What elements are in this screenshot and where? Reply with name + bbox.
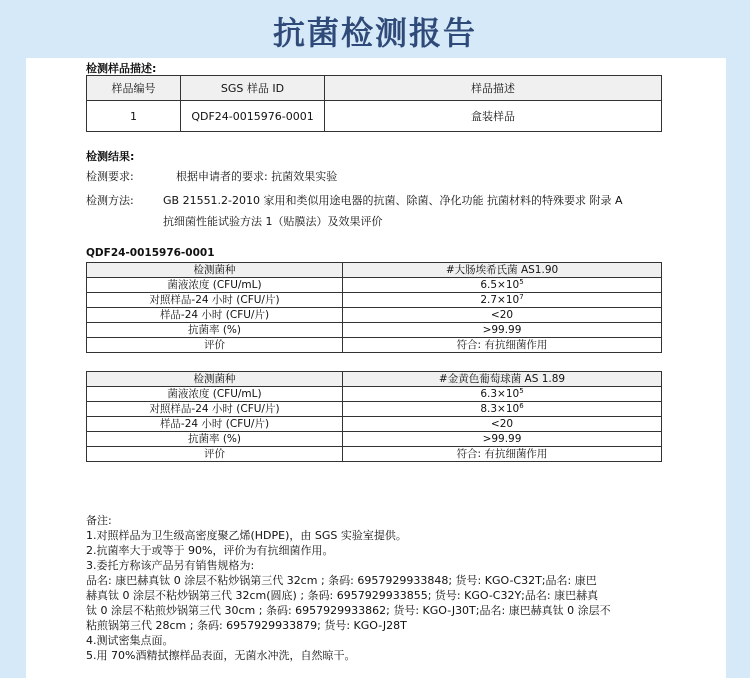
table-cell xyxy=(343,402,662,417)
table-cell: >99.99 xyxy=(343,323,662,338)
sample-section-heading: 检测样品描述: xyxy=(86,62,157,75)
table-header-row xyxy=(87,263,662,278)
table-cell: 对照样品-24 小时 (CFU/片) xyxy=(87,402,343,417)
value-base: 2.7×10 xyxy=(480,294,520,306)
table-header-cell: 样品编号 xyxy=(87,76,181,101)
method-text-line1: GB 21551.2-2010 家用和类似用途电器的抗菌、除菌、净化功能 抗菌材料的特殊要求 附录 A xyxy=(163,194,623,207)
requirement-label: 检测要求: xyxy=(86,170,134,183)
note-item: 4.测试密集点面。 xyxy=(86,634,174,647)
notes-heading: 备注: xyxy=(86,514,112,527)
table-header-cell: SGS 样品 ID xyxy=(181,76,325,101)
table-cell: 样品-24 小时 (CFU/片) xyxy=(87,417,343,432)
table-header-cell: 样品描述 xyxy=(325,76,662,101)
table-header-row xyxy=(87,372,662,387)
table-cell: 抗菌率 (%) xyxy=(87,432,343,447)
result-table-b xyxy=(86,371,662,462)
note-detail-line: 品名: 康巴赫真钛 0 涂层不粘炒锅第三代 32cm ; 条码: 6957929933848; 货号: KGO-C32T;品名: 康巴 xyxy=(86,574,597,587)
note-item: 2.抗菌率大于或等于 90%，评价为有抗细菌作用。 xyxy=(86,544,334,557)
table-header-cell: #金黄色葡萄球菌 AS 1.89 xyxy=(343,372,662,387)
note-detail-line: 粘煎锅第三代 28cm ; 条码: 6957929933879; 货号: KGO-J28T xyxy=(86,619,407,632)
table-header-cell: 检测菌种 xyxy=(87,263,343,278)
sample-table xyxy=(86,75,662,132)
table-row xyxy=(87,101,662,132)
report-document xyxy=(26,58,726,678)
table-header-cell: #大肠埃希氏菌 AS1.90 xyxy=(343,263,662,278)
table-cell: 抗菌率 (%) xyxy=(87,323,343,338)
value-base: 6.5×10 xyxy=(480,279,520,291)
table-cell: 样品-24 小时 (CFU/片) xyxy=(87,308,343,323)
note-item: 3.委托方称该产品另有销售规格为: xyxy=(86,559,255,572)
table-cell: 1 xyxy=(87,101,181,132)
table-cell xyxy=(343,387,662,402)
notes-section xyxy=(86,513,676,663)
table-row xyxy=(87,293,662,308)
table-cell: <20 xyxy=(343,417,662,432)
table-cell: 菌液浓度 (CFU/mL) xyxy=(87,278,343,293)
method-text-line2: 抗细菌性能试验方法 1（贴膜法）及效果评价 xyxy=(163,215,383,228)
sample-id-heading: QDF24-0015976-0001 xyxy=(86,247,215,259)
table-row xyxy=(87,338,662,353)
results-heading: 检测结果: xyxy=(86,150,135,163)
table-cell: 菌液浓度 (CFU/mL) xyxy=(87,387,343,402)
requirement-text: 根据申请者的要求: 抗菌效果实验 xyxy=(176,170,338,183)
table-cell: 评价 xyxy=(87,447,343,462)
table-cell: >99.99 xyxy=(343,432,662,447)
table-row xyxy=(87,447,662,462)
table-cell: 对照样品-24 小时 (CFU/片) xyxy=(87,293,343,308)
method-label: 检测方法: xyxy=(86,194,134,207)
table-row xyxy=(87,323,662,338)
value-exponent: 7 xyxy=(519,293,524,301)
table-row xyxy=(87,387,662,402)
table-header-row xyxy=(87,76,662,101)
table-row xyxy=(87,432,662,447)
table-cell: 符合: 有抗细菌作用 xyxy=(343,447,662,462)
table-row xyxy=(87,402,662,417)
note-item: 1.对照样品为卫生级高密度聚乙烯(HDPE)，由 SGS 实验室提供。 xyxy=(86,529,407,542)
table-row xyxy=(87,417,662,432)
value-base: 8.3×10 xyxy=(480,403,520,415)
value-exponent: 6 xyxy=(519,402,524,410)
note-detail-line: 钛 0 涂层不粘煎炒锅第三代 30cm ; 条码: 6957929933862; 货号: KGO-J30T;品名: 康巴赫真钛 0 涂层不 xyxy=(86,604,611,617)
value-exponent: 5 xyxy=(519,278,524,286)
page-title: 抗菌检测报告 xyxy=(272,14,477,52)
table-cell: QDF24-0015976-0001 xyxy=(181,101,325,132)
table-cell: 符合: 有抗细菌作用 xyxy=(343,338,662,353)
value-base: 6.3×10 xyxy=(480,388,520,400)
note-detail-line: 赫真钛 0 涂层不粘炒锅第三代 32cm(圆底) ; 条码: 6957929933855; 货号: KGO-C32Y;品名: 康巴赫真 xyxy=(86,589,599,602)
result-table-a xyxy=(86,262,662,353)
table-cell: 盒装样品 xyxy=(325,101,662,132)
value-exponent: 5 xyxy=(519,387,524,395)
table-cell xyxy=(343,278,662,293)
table-cell xyxy=(343,293,662,308)
table-row xyxy=(87,278,662,293)
table-cell: 评价 xyxy=(87,338,343,353)
note-item: 5.用 70%酒精拭擦样品表面，无菌水冲洗，自然晾干。 xyxy=(86,649,356,662)
table-cell: <20 xyxy=(343,308,662,323)
table-row xyxy=(87,308,662,323)
table-header-cell: 检测菌种 xyxy=(87,372,343,387)
